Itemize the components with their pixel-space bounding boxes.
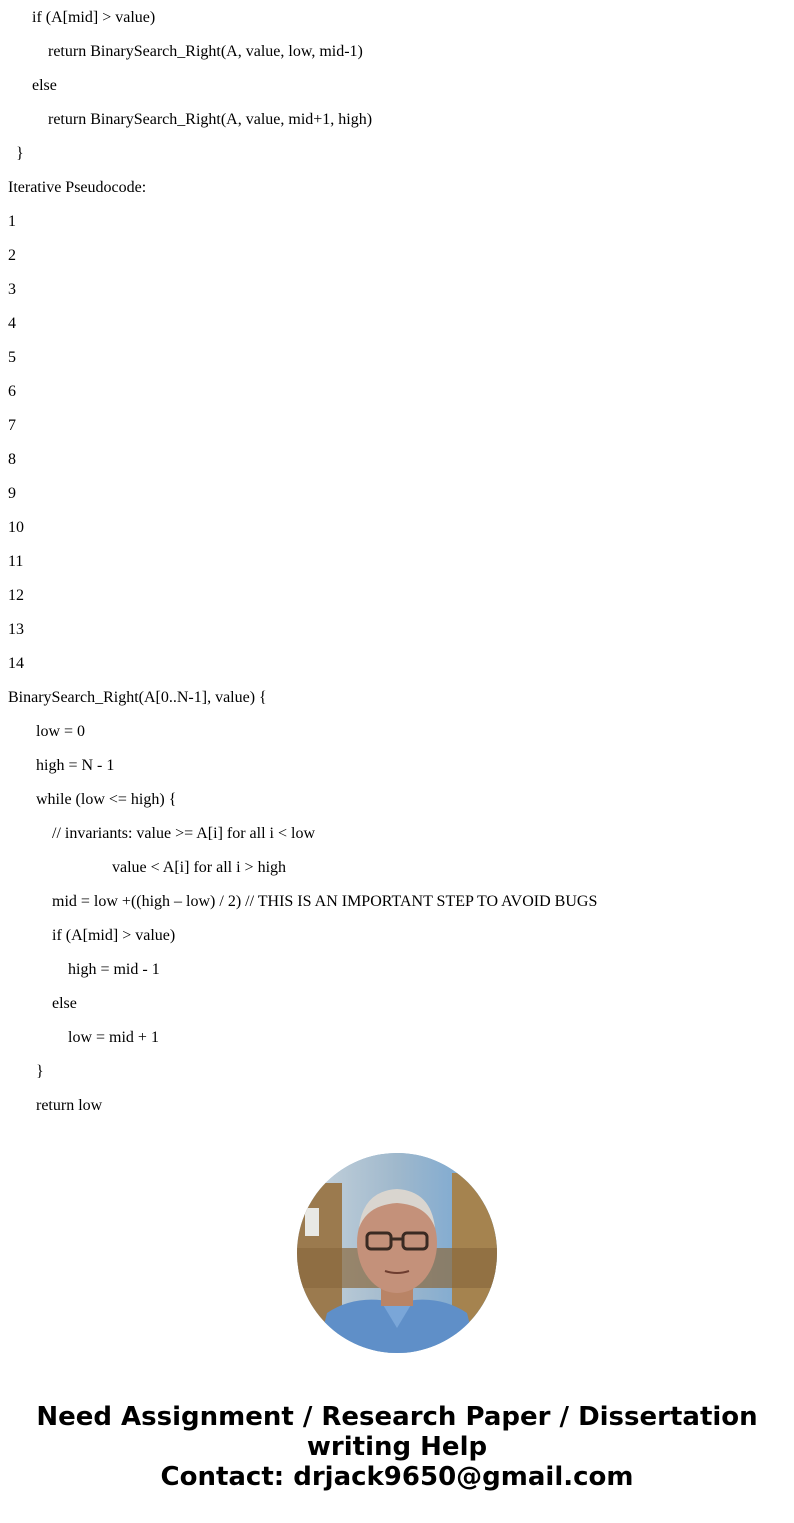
code-line: high = N - 1 bbox=[36, 757, 115, 774]
line-number: 5 bbox=[8, 349, 16, 366]
line-number: 9 bbox=[8, 485, 16, 502]
code-line: } bbox=[36, 1063, 44, 1080]
line-number: 7 bbox=[8, 417, 16, 434]
author-avatar bbox=[297, 1153, 497, 1353]
code-line: high = mid - 1 bbox=[68, 961, 160, 978]
line-number: 14 bbox=[8, 655, 24, 672]
code-line: low = mid + 1 bbox=[68, 1029, 159, 1046]
line-number: 12 bbox=[8, 587, 24, 604]
code-line: while (low <= high) { bbox=[36, 791, 177, 808]
code-line: else bbox=[32, 77, 57, 94]
line-number: 6 bbox=[8, 383, 16, 400]
code-line: // invariants: value >= A[i] for all i < low bbox=[52, 825, 316, 842]
line-number: 10 bbox=[8, 519, 24, 536]
code-line: if (A[mid] > value) bbox=[32, 9, 156, 26]
line-number: 4 bbox=[8, 315, 16, 332]
code-line: value < A[i] for all i > high bbox=[112, 859, 287, 876]
code-line: return low bbox=[36, 1097, 103, 1114]
footer-line-1: Need Assignment / Research Paper / Dissertation bbox=[36, 1402, 758, 1432]
footer-line-2: writing Help bbox=[306, 1432, 488, 1462]
code-line: low = 0 bbox=[36, 723, 86, 740]
code-line: mid = low +((high – low) / 2) // THIS IS AN IMPORTANT STEP TO AVOID BUGS bbox=[52, 893, 598, 910]
footer-banner bbox=[0, 1402, 794, 1492]
line-number: 1 bbox=[8, 213, 16, 230]
line-number: 11 bbox=[8, 553, 24, 570]
footer-contact: Contact: drjack9650@gmail.com bbox=[160, 1462, 634, 1492]
section-heading: Iterative Pseudocode: bbox=[8, 179, 147, 196]
code-line: else bbox=[52, 995, 77, 1012]
code-line: if (A[mid] > value) bbox=[52, 927, 176, 944]
code-line: return BinarySearch_Right(A, value, mid+1, high) bbox=[48, 111, 373, 128]
line-number: 3 bbox=[8, 281, 16, 298]
portrait-image bbox=[297, 1153, 497, 1353]
code-line: BinarySearch_Right(A[0..N-1], value) { bbox=[8, 689, 267, 706]
code-line: } bbox=[16, 145, 24, 162]
line-number: 13 bbox=[8, 621, 24, 638]
line-number: 2 bbox=[8, 247, 16, 264]
line-number: 8 bbox=[8, 451, 16, 468]
code-line: return BinarySearch_Right(A, value, low, mid-1) bbox=[48, 43, 363, 60]
